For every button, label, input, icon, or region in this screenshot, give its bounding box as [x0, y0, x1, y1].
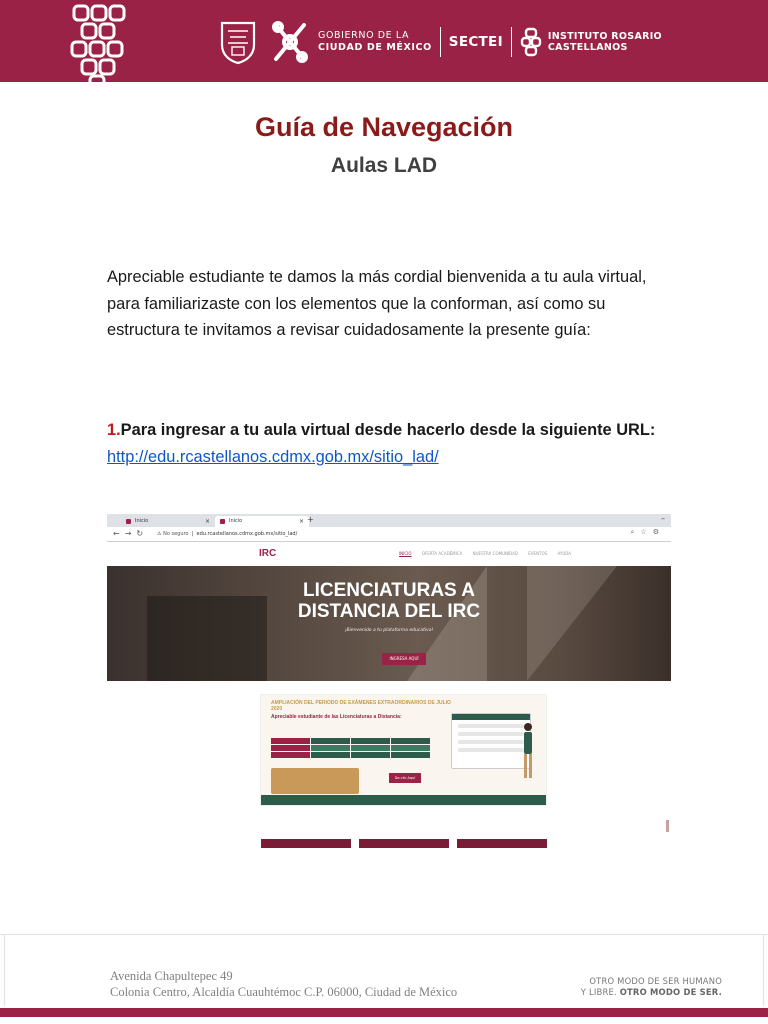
program-cards: [107, 839, 671, 848]
footer-address: [110, 969, 457, 1000]
irc-line-2: CASTELLANOS: [547, 42, 628, 53]
cdmx-coat-of-arms-icon: [218, 19, 258, 65]
announcement-banner: [260, 694, 547, 806]
menu-item-eventos[interactable]: EVENTOS: [528, 551, 548, 556]
gov-line-2: CIUDAD DE MÉXICO: [318, 42, 432, 53]
minimize-icon[interactable]: –: [661, 514, 665, 523]
header-divider: [440, 27, 441, 57]
nav-buttons-icon[interactable]: ←→↻: [113, 529, 149, 538]
footer-slogan: [520, 976, 722, 997]
footer-bar: [0, 1008, 768, 1017]
address-field[interactable]: ⚠ No seguro | edu.rcastellanos.cdmx.gob.mx/sitio_lad/: [157, 531, 298, 537]
address-line-2: Colonia Centro, Alcaldía Cuauhtémoc C.P. 06000, Ciudad de México: [110, 984, 458, 999]
browser-url-bar: [107, 527, 671, 542]
banner-title: AMPLIACIÓN DEL PERIODO DE EXÁMENES EXTRAORDINARIOS DE JULIO 2020: [271, 700, 451, 712]
site-menu: [399, 551, 580, 556]
slogan-line-2: [520, 987, 722, 998]
hero-banner: [107, 566, 671, 681]
footer-border: [0, 934, 768, 935]
sitio-lad-link[interactable]: http://edu.rcastellanos.cdmx.gob.mx/sitio_lad/: [107, 447, 439, 466]
cdmx-x-logo-icon: [268, 17, 312, 67]
document-subtitle: Aulas LAD: [330, 154, 438, 177]
banner-footer: [261, 795, 547, 806]
hero-title: [107, 580, 671, 622]
menu-item-comunidad[interactable]: NUESTRA COMUNIDAD: [472, 551, 518, 556]
menu-item-oferta[interactable]: OFERTA ACADÉMICA: [421, 551, 463, 556]
slogan-line-1: OTRO MODO DE SER HUMANO: [589, 976, 722, 986]
url-text: edu.rcastellanos.cdmx.gob.mx/sitio_lad/: [196, 531, 298, 537]
cdmx-knot-logo-icon: [62, 0, 132, 92]
schedule-table: [271, 738, 431, 764]
illustration-panel: [451, 713, 531, 769]
address-line-1: Avenida Chapultepec 49: [110, 969, 233, 983]
step-text: Para ingresar a tu aula virtual desde hacerlo desde la siguiente URL:: [120, 421, 656, 439]
tab-label: Inicio: [135, 518, 149, 524]
step-number: 1.: [107, 421, 121, 439]
close-tab-icon[interactable]: ×: [298, 518, 304, 525]
site-logo[interactable]: IRC: [259, 548, 277, 559]
menu-item-inicio[interactable]: INICIO: [399, 551, 412, 556]
gov-cdmx-text: [318, 30, 432, 54]
gov-line-1: GOBIERNO DE LA: [318, 30, 410, 41]
hero-title-line-2: DISTANCIA DEL IRC: [297, 601, 481, 622]
header-logos: [218, 14, 662, 70]
menu-item-ayuda[interactable]: AYUDA: [557, 551, 572, 556]
irc-logo-icon: [520, 27, 542, 57]
banner-subtitle: Apreciable estudiante de las Licenciaturas a Distancia:: [271, 714, 402, 720]
browser-screenshot: [107, 514, 671, 848]
favicon-icon: [220, 519, 225, 524]
new-tab-button[interactable]: +: [307, 515, 314, 524]
header-bar: [0, 0, 768, 82]
step-1: [107, 417, 667, 470]
scrollbar-thumb[interactable]: [666, 820, 669, 832]
irc-name: [548, 31, 662, 53]
intro-paragraph: Apreciable estudiante te damos la más cordial bienvenida a tu aula virtual, para familiarizaste con los elementos que la conforman, así como su estructura te invitamos a revisar cuidadosamente la presente guía:: [107, 268, 647, 339]
header-divider: [511, 27, 512, 57]
hero-title-line-1: LICENCIATURAS A: [302, 580, 476, 601]
program-card[interactable]: [457, 839, 547, 848]
program-card[interactable]: [359, 839, 449, 848]
footer-border: [4, 934, 5, 1006]
footer-border: [763, 934, 764, 1006]
browser-tab-active[interactable]: [215, 516, 309, 527]
site-navbar: [107, 543, 671, 566]
sectei-label: SECTEI: [448, 34, 503, 50]
favicon-icon: [126, 519, 131, 524]
tab-label: Inicio: [229, 518, 243, 524]
browser-extension-icons[interactable]: ⌕☆⚙: [630, 528, 665, 536]
student-illustration-icon: [521, 721, 535, 781]
ingresa-button[interactable]: INGRESA AQUÍ: [382, 653, 426, 665]
not-secure-label: No seguro: [163, 531, 189, 537]
slogan-part-b: OTRO MODO DE SER.: [619, 986, 722, 997]
hero-subtitle: ¡Bienvenido a tu plataforma educativa!: [344, 628, 434, 633]
banner-note: [271, 768, 359, 794]
irc-line-1: INSTITUTO ROSARIO: [547, 31, 662, 42]
browser-tab[interactable]: [121, 516, 215, 527]
document-title: Guía de Navegación: [254, 112, 514, 142]
browser-tab-bar: [107, 514, 671, 527]
da-clic-button[interactable]: Da clic Aquí: [389, 773, 421, 783]
close-tab-icon[interactable]: ×: [204, 518, 210, 525]
warning-icon: ⚠: [157, 531, 162, 537]
program-card[interactable]: [261, 839, 351, 848]
slogan-part-a: Y LIBRE.: [580, 986, 620, 997]
